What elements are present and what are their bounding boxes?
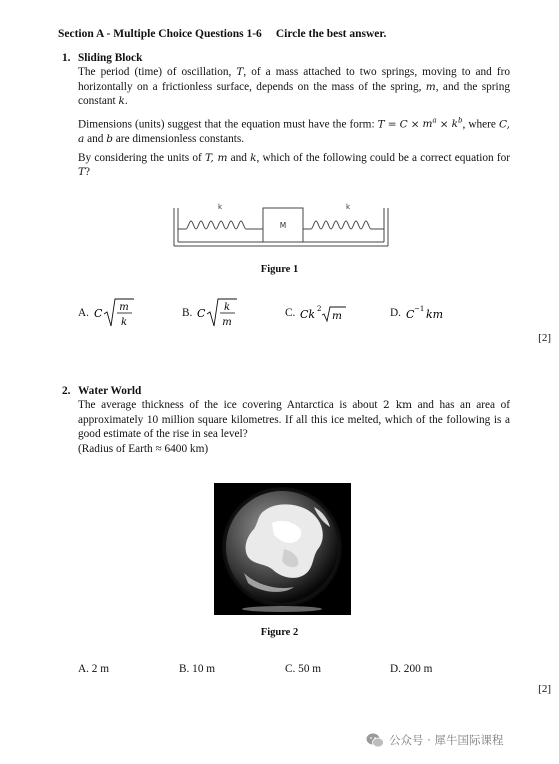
option-d[interactable] — [390, 649, 432, 689]
svg-text:km: km — [425, 308, 444, 321]
option-d-formula — [406, 296, 456, 330]
option-a-formula — [94, 296, 134, 330]
option-text: D. 200 m — [390, 662, 433, 675]
question-paragraph: Dimensions (units) suggest that the equation must have the form: $T = C \times m^a \times k^b$, where C, a and b are dimensionless constants. — [78, 116, 510, 145]
option-letter: A. — [78, 306, 89, 319]
section-title: Section A - Multiple Choice Questions 1-6 — [58, 28, 262, 40]
svg-text:m: m — [222, 317, 233, 328]
figure-1-caption: Figure 1 — [260, 264, 299, 275]
figure-2-caption: Figure 2 — [260, 627, 299, 638]
option-c-formula — [300, 296, 348, 330]
left-spring — [178, 221, 263, 229]
svg-text:−1: −1 — [413, 305, 425, 313]
spring-mass-diagram — [170, 200, 392, 252]
question-title: Sliding Block — [78, 52, 143, 64]
question-title: Water World — [78, 385, 142, 397]
svg-text:C: C — [197, 307, 206, 320]
question-1-marks: [2] — [538, 332, 551, 344]
option-text: B. 10 m — [179, 662, 216, 675]
section-instruction: Circle the best answer. — [275, 28, 387, 40]
watermark — [366, 733, 503, 748]
option-b[interactable] — [182, 293, 237, 333]
section-header — [58, 27, 386, 41]
option-a[interactable] — [78, 293, 134, 333]
option-a[interactable] — [78, 649, 109, 689]
question-1-options — [78, 293, 538, 333]
svg-text:m: m — [119, 302, 129, 313]
svg-text:k: k — [120, 317, 128, 328]
floor — [174, 242, 388, 246]
svg-text:Ck: Ck — [300, 308, 316, 321]
wechat-icon — [366, 733, 384, 748]
option-letter: D. — [390, 306, 401, 319]
question-paragraph: The average thickness of the ice covering Antarctica is about 2 km and has an area of approximately 10 million square kilometres. If all this ice melted, which of the following is a good estimate of the rise in sea level? — [78, 399, 510, 441]
option-text: C. 50 m — [285, 662, 322, 675]
question-number: 1. — [62, 52, 71, 64]
question-number: 2. — [62, 385, 71, 397]
left-wall — [174, 208, 178, 246]
earth-globe-image — [214, 483, 351, 615]
question-2 — [62, 384, 510, 456]
question-1 — [62, 51, 510, 185]
right-wall — [384, 208, 388, 246]
option-b-formula — [197, 296, 237, 330]
option-d[interactable] — [390, 293, 456, 333]
option-b[interactable] — [179, 649, 215, 689]
option-c[interactable] — [285, 649, 321, 689]
svg-text:m: m — [332, 310, 343, 322]
svg-text:C: C — [405, 308, 415, 321]
option-letter: B. — [182, 306, 193, 319]
option-c[interactable] — [285, 293, 348, 333]
svg-text:C: C — [93, 307, 103, 320]
question-paragraph: By considering the units of T, m and k, which of the following could be a correct equation for T? — [78, 151, 511, 179]
mass-label: M — [279, 221, 287, 230]
option-letter: C. — [285, 306, 296, 319]
svg-text:k: k — [224, 302, 231, 313]
svg-text:2: 2 — [317, 305, 322, 313]
watermark-text: 公众号 · 犀牛国际课程 — [389, 733, 504, 748]
option-text: A. 2 m — [78, 662, 110, 675]
question-note: (Radius of Earth ≈ 6400 km) — [78, 442, 209, 455]
right-spring — [303, 221, 384, 229]
spring-label-right: k — [345, 203, 351, 211]
question-2-marks: [2] — [538, 683, 551, 695]
question-2-options — [78, 649, 538, 689]
question-paragraph: The period (time) of oscillation, T, of a mass attached to two springs, moving to and fro horizontally on a frictionless surface, depends on the mass of the spring, m, and the spring constant k. — [78, 66, 510, 108]
spring-label-left: k — [217, 203, 223, 211]
